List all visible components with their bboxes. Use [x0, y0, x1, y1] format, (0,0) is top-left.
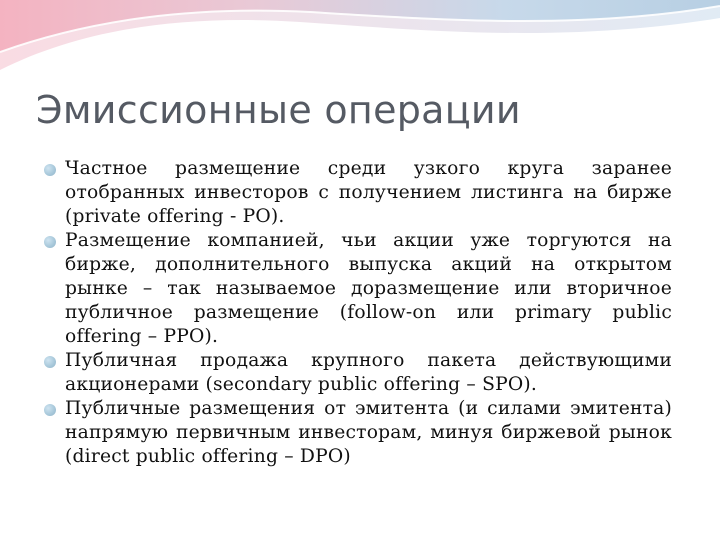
bullet-text: Размещение компанией, чьи акции уже торгуются на бирже, дополнительного выпуска акций на открытом рынке – так называемое доразмещение или вторичное публичное размещение (follow-on или primary public offering – PPO).	[65, 230, 672, 347]
bullet-text: Частное размещение среди узкого круга заранее отобранных инвесторов с получением листинга на бирже (private offering - PO).	[65, 158, 672, 227]
bullet-dot-icon	[44, 404, 56, 416]
bullet-text: Публичная продажа крупного пакета действующими акционерами (secondary public offering – SPO).	[65, 350, 672, 395]
bullet-text: Публичные размещения от эмитента (и силами эмитента) напрямую первичным инвесторам, минуя биржевой рынок (direct public offering – DPO)	[65, 398, 672, 467]
bullet-dot-icon	[44, 356, 56, 368]
bullet-item	[44, 229, 672, 349]
bullet-dot-icon	[44, 236, 56, 248]
bullet-dot-icon	[44, 164, 56, 176]
bullet-item	[44, 349, 672, 397]
slide-title: Эмиссионные операции	[36, 88, 521, 132]
bullet-item	[44, 157, 672, 229]
bullet-item	[44, 397, 672, 469]
bullet-list	[44, 157, 672, 469]
